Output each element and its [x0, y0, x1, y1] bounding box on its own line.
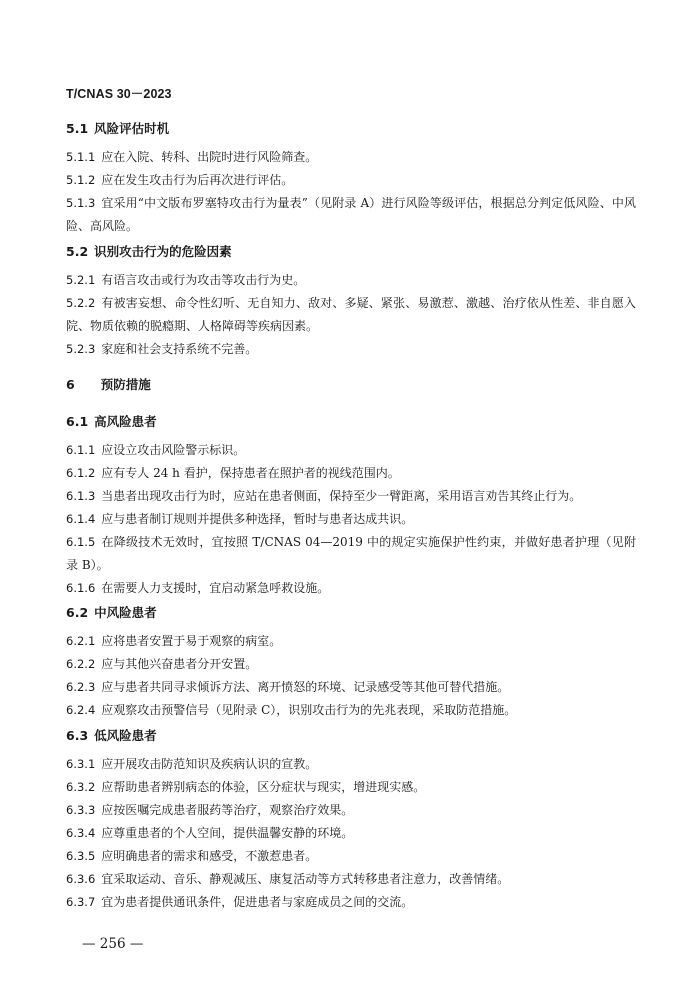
clause-6-3-4	[66, 822, 636, 845]
clause-number: 6.3.7	[66, 895, 96, 909]
clause-number: 6.3.2	[66, 780, 96, 794]
clause-text: 应开展攻击防范知识及疾病认识的宣教。	[101, 757, 318, 771]
clause-6-3-1	[66, 753, 636, 776]
clause-6-2-4	[66, 699, 636, 722]
clause-text: 当患者出现攻击行为时，应站在患者侧面，保持至少一臂距离，采用语言劝告其终止行为。	[101, 489, 582, 503]
clause-6-2-3	[66, 676, 636, 699]
clause-text: 应与其他兴奋患者分开安置。	[101, 657, 258, 671]
clause-text: 应在发生攻击行为后再次进行评估。	[101, 173, 294, 187]
heading-number: 5.1	[66, 121, 89, 136]
heading-text: 高风险患者	[94, 414, 157, 429]
clause-text: 应在入院、转科、出院时进行风险筛查。	[101, 150, 318, 164]
clause-text: 有语言攻击或行为攻击等攻击行为史。	[101, 273, 306, 287]
section-6-1-heading	[66, 412, 636, 432]
clause-text: 有被害妄想、命令性幻听、无自知力、敌对、多疑、紧张、易激惹、激越、治疗依从性差、非自愿入院、物质依赖的脱瘾期、人格障碍等疾病因素。	[66, 296, 636, 333]
heading-number: 5.2	[66, 244, 89, 259]
clause-5-2-2	[66, 292, 636, 338]
clause-6-3-2	[66, 776, 636, 799]
clause-6-2-2	[66, 653, 636, 676]
clause-text: 应有专人 24 h 看护，保持患者在照护者的视线范围内。	[101, 466, 400, 480]
clause-number: 5.2.2	[66, 296, 96, 310]
clause-number: 6.3.6	[66, 872, 96, 886]
section-6-2-heading	[66, 603, 636, 623]
heading-text: 预防措施	[100, 377, 151, 392]
heading-number: 6.3	[66, 728, 89, 743]
clause-text: 宜采取运动、音乐、静观减压、康复活动等方式转移患者注意力，改善情绪。	[101, 872, 510, 886]
heading-number: 6	[66, 377, 75, 392]
clause-text: 应与患者制订规则并提供多种选择，暂时与患者达成共识。	[101, 512, 414, 526]
clause-number: 6.1.1	[66, 443, 96, 457]
clause-6-1-3	[66, 485, 636, 508]
clause-text: 应明确患者的需求和感受，不激惹患者。	[101, 849, 318, 863]
clause-number: 6.3.3	[66, 803, 96, 817]
heading-text: 风险评估时机	[94, 121, 170, 136]
clause-6-3-7	[66, 891, 636, 914]
clause-5-1-3	[66, 192, 636, 238]
clause-text: 宜采用“中文版布罗塞特攻击行为量表”（见附录 A）进行风险等级评估，根据总分判定低风险、中风险、高风险。	[66, 196, 636, 233]
clause-6-1-2	[66, 462, 636, 485]
clause-number: 6.1.4	[66, 512, 96, 526]
clause-number: 5.1.2	[66, 173, 96, 187]
chapter-6-heading	[66, 375, 636, 395]
clause-number: 5.1.3	[66, 196, 96, 210]
clause-5-1-2	[66, 169, 636, 192]
clause-number: 6.1.3	[66, 489, 96, 503]
clause-number: 6.3.5	[66, 849, 96, 863]
clause-text: 应与患者共同寻求倾诉方法、离开愤怒的环境、记录感受等其他可替代措施。	[101, 680, 510, 694]
clause-number: 6.2.3	[66, 680, 96, 694]
clause-text: 应按医嘱完成患者服药等治疗，观察治疗效果。	[101, 803, 354, 817]
clause-number: 6.1.5	[66, 535, 96, 549]
section-6-3-heading	[66, 726, 636, 746]
clause-text: 在需要人力支援时，宜启动紧急呼救设施。	[101, 581, 330, 595]
standard-header: T/CNAS 30－2023	[66, 87, 172, 101]
clause-number: 6.3.1	[66, 757, 96, 771]
clause-number: 5.2.3	[66, 342, 96, 356]
heading-text: 中风险患者	[94, 605, 157, 620]
clause-6-1-4	[66, 508, 636, 531]
clause-text: 应尊重患者的个人空间，提供温馨安静的环境。	[101, 826, 354, 840]
clause-text: 宜为患者提供通讯条件，促进患者与家庭成员之间的交流。	[101, 895, 414, 909]
clause-text: 家庭和社会支持系统不完善。	[101, 342, 258, 356]
clause-number: 6.2.2	[66, 657, 96, 671]
clause-number: 6.1.2	[66, 466, 96, 480]
section-5-1-heading	[66, 119, 636, 139]
clause-text: 应帮助患者辨别病态的体验，区分症状与现实，增进现实感。	[101, 780, 426, 794]
clause-6-1-6	[66, 577, 636, 600]
page-number: — 256 —	[82, 936, 144, 952]
clause-number: 6.2.1	[66, 634, 96, 648]
clause-5-2-1	[66, 269, 636, 292]
heading-number: 6.2	[66, 605, 89, 620]
clause-number: 6.1.6	[66, 581, 96, 595]
clause-text: 应将患者安置于易于观察的病室。	[101, 634, 282, 648]
clause-text: 应设立攻击风险警示标识。	[101, 443, 246, 457]
heading-text: 低风险患者	[94, 728, 157, 743]
clause-number: 6.3.4	[66, 826, 96, 840]
heading-number: 6.1	[66, 414, 89, 429]
section-5-2-heading	[66, 242, 636, 262]
clause-6-3-5	[66, 845, 636, 868]
clause-6-2-1	[66, 630, 636, 653]
clause-number: 5.2.1	[66, 273, 96, 287]
clause-6-1-1	[66, 439, 636, 462]
clause-number: 5.1.1	[66, 150, 96, 164]
clause-number: 6.2.4	[66, 703, 96, 717]
clause-6-1-5	[66, 531, 636, 577]
clause-5-1-1	[66, 146, 636, 169]
clause-6-3-6	[66, 868, 636, 891]
heading-text: 识别攻击行为的危险因素	[94, 244, 232, 259]
clause-text: 在降级技术无效时，宜按照 T/CNAS 04—2019 中的规定实施保护性约束，并做好患者护理（见附录 B）。	[66, 535, 636, 572]
clause-text: 应观察攻击预警信号（见附录 C），识别攻击行为的先兆表现，采取防范措施。	[101, 703, 517, 717]
clause-5-2-3	[66, 338, 636, 361]
clause-6-3-3	[66, 799, 636, 822]
